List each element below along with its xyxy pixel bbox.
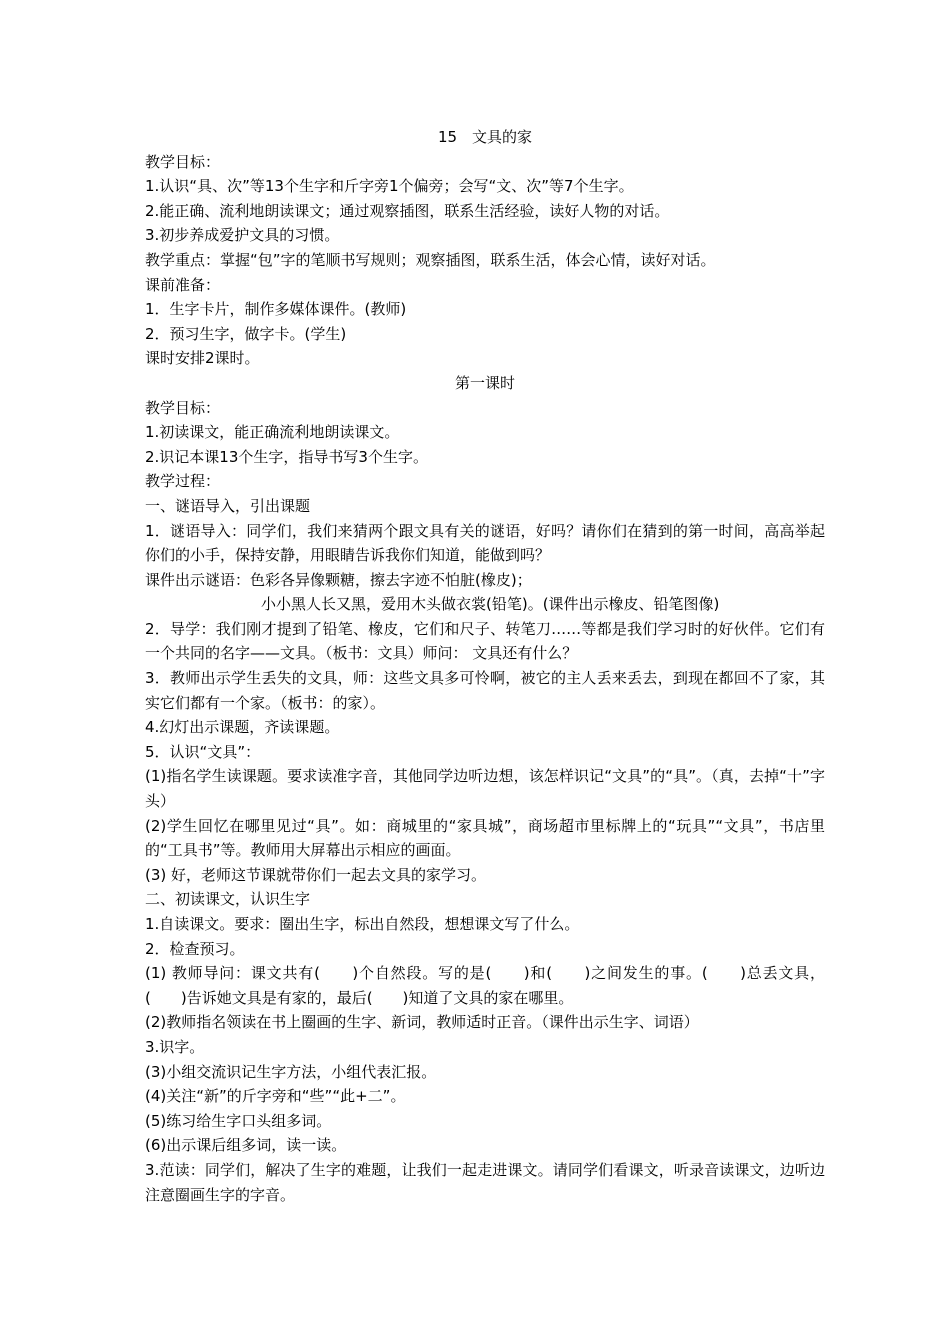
text-line: (2)教师指名领读在书上圈画的生字、新词，教师适时正音。（课件出示生字、词语）: [145, 1013, 699, 1032]
text-line: 教学目标：: [145, 398, 221, 417]
text-line: 1.自读课文。要求：圈出生字，标出自然段，想想课文写了什么。: [145, 915, 580, 933]
text-line: 教学目标：: [145, 152, 221, 171]
text-line: 2．预习生字，做字卡。(学生): [145, 324, 347, 343]
text-line: 3.识字。: [145, 1037, 205, 1056]
riddle-line: 课件出示谜语：色彩各异像颗糖，擦去字迹不怕脏(橡皮)；: [145, 570, 532, 589]
text-line: 课前准备：: [145, 275, 221, 294]
text-line: (4)关注“新”的斤字旁和“些”“此+二”。: [145, 1087, 406, 1106]
text-line: 3.初步养成爱护文具的习惯。: [145, 226, 340, 245]
text-line: 1.初读课文，能正确流利地朗读课文。: [145, 423, 400, 442]
paragraph-recognize-2: (2)学生回忆在哪里见过“具”。如：商城里的“家具城”，商场超市里标牌上的“玩具”“文具”，书店里的“工具书”等。教师用大屏幕出示相应的画面。: [145, 816, 825, 860]
paragraph-question: (1) 教师导问：课文共有( )个自然段。写的是( )和( )之间发生的事。( )总丢文具，( )告诉她文具是有家的，最后( )知道了文具的家在哪里。: [145, 964, 825, 1007]
paragraph-guide: 2．导学：我们刚才提到了铅笔、橡皮，它们和尺子、转笔刀……等都是我们学习时的好伙伴。它们有一个共同的名字——文具。（板书：文具）师问： 文具还有什么？: [145, 619, 825, 663]
text-line: 5．认识“文具”：: [145, 742, 261, 761]
text-line: 1．生字卡片，制作多媒体课件。(教师): [145, 300, 407, 319]
text-line: 1.认识“具、次”等13个生字和斤字旁1个偏旁；会写“文、次”等7个生字。: [145, 177, 634, 196]
document-body: [145, 125, 825, 1207]
text-line: 4.幻灯出示课题，齐读课题。: [145, 718, 340, 737]
text-line: 课时安排2课时。: [145, 349, 260, 368]
paragraph-riddle-intro: 1．谜语导入：同学们，我们来猜两个跟文具有关的谜语，好吗？请你们在猜到的第一时间，高高举起你们的小手，保持安静，用眼睛告诉我你们知道，能做到吗？: [145, 521, 825, 565]
text-line: (5)练习给生字口头组多词。: [145, 1111, 332, 1130]
paragraph-teacher: 3．教师出示学生丢失的文具，师：这些文具多可怜啊，被它的主人丢来丢去，到现在都回不了家，其实它们都有一个家。（板书：的家）。: [145, 669, 825, 712]
section-subheading: 二、初读课文，认识生字: [145, 890, 311, 909]
lesson-title: 15 文具的家: [437, 128, 533, 146]
riddle-line: 小小黑人长又黑，爱用木头做衣裳(铅笔)。(课件出示橡皮、铅笔图像): [261, 595, 720, 614]
text-line: (3) 好，老师这节课就带你们一起去文具的家学习。: [145, 865, 487, 884]
text-line: (6)出示课后组多词，读一读。: [145, 1136, 347, 1155]
paragraph-recognize-1: (1)指名学生读课题。要求读准字音，其他同学边听边想，该怎样识记“文具”的“具”。（真，去掉“十”字头）: [145, 767, 825, 811]
text-line: 2．检查预习。: [145, 939, 245, 958]
text-line: 2.识记本课13个生字，指导书写3个生字。: [145, 447, 428, 466]
text-line: 教学过程：: [145, 472, 221, 491]
section-heading: 第一课时: [454, 373, 515, 392]
text-line: 一、谜语导入，引出课题: [145, 496, 311, 515]
paragraph-model-reading: 3.范读：同学们，解决了生字的难题，让我们一起走进课文。请同学们看课文，听录音读课文，边听边注意圈画生字的字音。: [145, 1160, 825, 1204]
text-line: (3)小组交流识记生字方法，小组代表汇报。: [145, 1062, 437, 1081]
text-line: 教学重点：掌握“包”字的笔顺书写规则；观察插图，联系生活，体会心情，读好对话。: [145, 250, 716, 269]
text-line: 2.能正确、流利地朗读课文；通过观察插图，联系生活经验，读好人物的对话。: [145, 201, 670, 220]
